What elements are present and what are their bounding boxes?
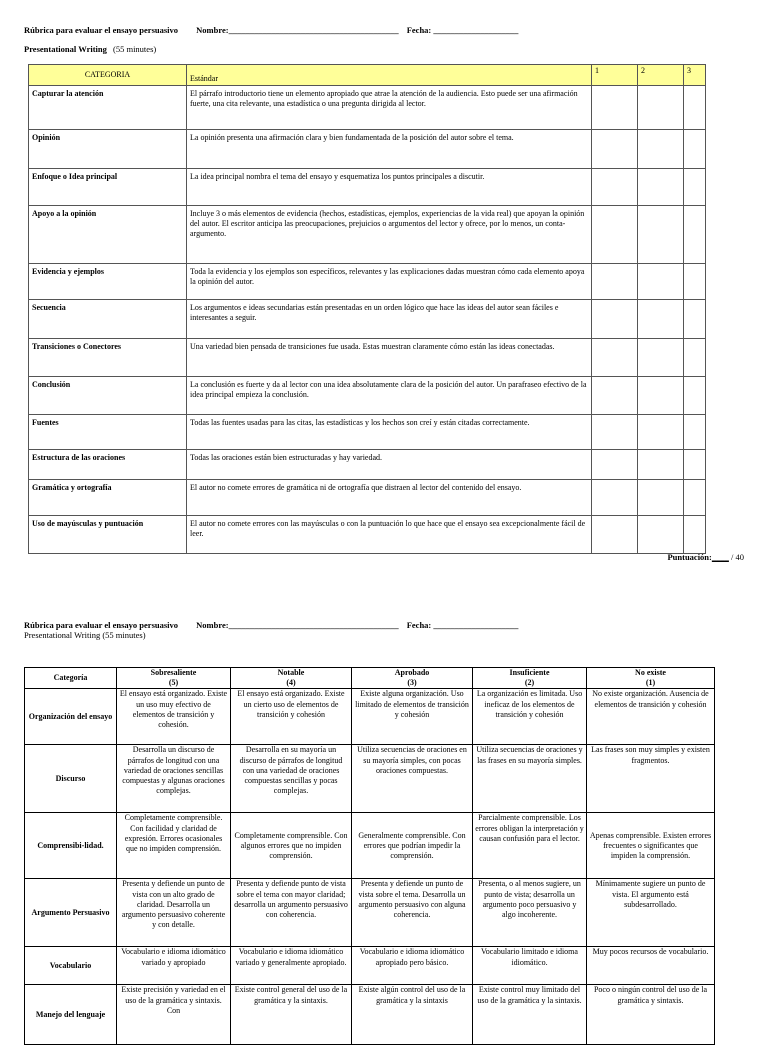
rubric-cell: Desarrolla un discurso de párrafos de longitud con una variedad de oraciones sencillas compuestas y algunas oraciones complejas. bbox=[117, 745, 231, 813]
rubric-cell: Existe algún control del uso de la gramática y la sintaxis bbox=[352, 985, 473, 1045]
rubric-cell: Vocabulario e idioma idiomático apropiado pero básico. bbox=[352, 947, 473, 985]
score-total: / 40 bbox=[728, 552, 744, 562]
rubric-cell: El ensayo está organizado. Existe un uso muy efectivo de elementos de transición y cohesión. bbox=[117, 689, 231, 745]
score-cell[interactable] bbox=[638, 300, 684, 339]
rubric-cell: Utiliza secuencias de oraciones en su mayoría simples, con pocas oraciones compuestas. bbox=[352, 745, 473, 813]
table-row bbox=[25, 947, 715, 985]
table-row bbox=[29, 300, 706, 339]
table-row bbox=[29, 377, 706, 415]
table-row bbox=[25, 985, 715, 1045]
score-cell[interactable] bbox=[684, 516, 706, 554]
table-row bbox=[25, 813, 715, 879]
table-header-row bbox=[29, 65, 706, 86]
score-cell[interactable] bbox=[638, 169, 684, 206]
header-cell: Categoría bbox=[25, 668, 117, 689]
subtitle-duration: (55 minutes) bbox=[113, 44, 157, 54]
score-cell[interactable] bbox=[592, 206, 638, 264]
score-cell[interactable] bbox=[684, 377, 706, 415]
row-standard: Incluye 3 o más elementos de evidencia (hechos, estadísticas, ejemplos, experiencias de la vida real) que apoyan la opinión del autor. El escritor anticipa las preocupaciones, prejuicios o argumentos del lector y ofrece, por lo menos, un conta-argumento. bbox=[187, 206, 592, 264]
score-cell[interactable] bbox=[638, 377, 684, 415]
rubric-cell: Desarrolla en su mayoría un discurso de párrafos de longitud con una variedad de oraciones compuestas sencillas y pocas complejas. bbox=[231, 745, 352, 813]
row-category: Manejo del lenguaje bbox=[25, 985, 117, 1045]
score-cell[interactable] bbox=[684, 480, 706, 516]
table-row bbox=[25, 745, 715, 813]
score-cell[interactable] bbox=[592, 480, 638, 516]
rubric-cell: Poco o ningún control del uso de la gramática y sintaxis. bbox=[587, 985, 715, 1045]
score-cell[interactable] bbox=[638, 264, 684, 300]
score-cell[interactable] bbox=[684, 206, 706, 264]
score-cell[interactable] bbox=[638, 415, 684, 450]
score-cell[interactable] bbox=[684, 169, 706, 206]
table-row bbox=[29, 206, 706, 264]
score-cell[interactable] bbox=[684, 300, 706, 339]
row-category: Fuentes bbox=[29, 415, 187, 450]
rubric-cell: Existe control general del uso de la gramática y la sintaxis. bbox=[231, 985, 352, 1045]
rubric-title: Rúbrica para evaluar el ensayo persuasivo bbox=[24, 25, 179, 35]
rubric-cell: Apenas comprensible. Existen errores frecuentes o significantes que impiden la comprensión. bbox=[587, 813, 715, 879]
table-row bbox=[29, 480, 706, 516]
row-standard: La opinión presenta una afirmación clara y bien fundamentada de la posición del autor sobre el tema. bbox=[187, 130, 592, 169]
header-score-1: 1 bbox=[592, 65, 638, 86]
row-category: Apoyo a la opinión bbox=[29, 206, 187, 264]
rubric-cell: Mínimamente sugiere un punto de vista. El argumento está subdesarrollado. bbox=[587, 879, 715, 947]
header-cell: Notable (4) bbox=[231, 668, 352, 689]
score-cell[interactable] bbox=[684, 264, 706, 300]
table-row bbox=[29, 415, 706, 450]
table-row bbox=[29, 169, 706, 206]
row-category: Evidencia y ejemplos bbox=[29, 264, 187, 300]
score-cell[interactable] bbox=[684, 415, 706, 450]
table-row bbox=[25, 879, 715, 947]
rubric-cell: Existe control muy limitado del uso de la gramática y la sintaxis. bbox=[473, 985, 587, 1045]
row-standard: Los argumentos e ideas secundarias están presentadas en un orden lógico que hace las ideas del autor sean fáciles e interesantes a seguir. bbox=[187, 300, 592, 339]
rubric-cell: Vocabulario e idioma idiomático variado y apropiado bbox=[117, 947, 231, 985]
header-cell: Sobresaliente (5) bbox=[117, 668, 231, 689]
rubric-cell: Presenta y defiende un punto de vista con un alto grado de claridad. Desarrolla un argumento persuasivo coherente y con detalle. bbox=[117, 879, 231, 947]
table-row bbox=[29, 516, 706, 554]
row-category: Comprensibi-lidad. bbox=[25, 813, 117, 879]
rubric-cell: Muy pocos recursos de vocabulario. bbox=[587, 947, 715, 985]
table-header-row bbox=[25, 668, 715, 689]
rubric-cell: Existe precisión y variedad en el uso de la gramática y sintaxis. Con bbox=[117, 985, 231, 1045]
row-standard: El autor no comete errores con las mayúsculas o con la puntuación lo que hace que el ensayo sea excepcionalmente fácil de leer. bbox=[187, 516, 592, 554]
row-category: Gramática y ortografía bbox=[29, 480, 187, 516]
levels-rubric-table bbox=[24, 667, 715, 1045]
score-cell[interactable] bbox=[592, 264, 638, 300]
rubric-header-2 bbox=[24, 620, 518, 630]
table-row bbox=[29, 339, 706, 377]
row-category: Enfoque o Idea principal bbox=[29, 169, 187, 206]
score-cell[interactable] bbox=[684, 86, 706, 130]
table-row bbox=[29, 130, 706, 169]
row-category: Vocabulario bbox=[25, 947, 117, 985]
score-label: Puntuación: bbox=[667, 552, 712, 562]
rubric-cell: Existe alguna organización. Uso limitado de elementos de transición y cohesión bbox=[352, 689, 473, 745]
row-category: Uso de mayúsculas y puntuación bbox=[29, 516, 187, 554]
row-standard: Todas las oraciones están bien estructuradas y hay variedad. bbox=[187, 450, 592, 480]
score-cell[interactable] bbox=[592, 130, 638, 169]
header-category: CATEGORIA bbox=[29, 65, 187, 86]
row-standard: La idea principal nombra el tema del ensayo y esquematiza los puntos principales a discutir. bbox=[187, 169, 592, 206]
rubric-cell: Parcialmente comprensible. Los errores obligan la interpretación y causan confusión para el lector. bbox=[473, 813, 587, 879]
rubric-cell: Generalmente comprensible. Con errores que podrían impedir la comprensión. bbox=[352, 813, 473, 879]
row-category: Discurso bbox=[25, 745, 117, 813]
rubric-cell: Presenta y defiende punto de vista sobre el tema con mayor claridad; desarrolla un argumento persuasivo con coherencia. bbox=[231, 879, 352, 947]
date-field-label: Fecha: ____________________ bbox=[406, 620, 519, 630]
header-cell: Insuficiente (2) bbox=[473, 668, 587, 689]
score-cell[interactable] bbox=[684, 339, 706, 377]
score-cell[interactable] bbox=[638, 206, 684, 264]
table-row bbox=[29, 264, 706, 300]
score-cell[interactable] bbox=[638, 130, 684, 169]
score-cell[interactable] bbox=[684, 130, 706, 169]
rubric-subtitle-2: Presentational Writing (55 minutes) bbox=[24, 630, 146, 640]
header-score-2: 2 bbox=[638, 65, 684, 86]
rubric-cell: Completamente comprensible. Con algunos errores que no impiden comprensión. bbox=[231, 813, 352, 879]
score-cell[interactable] bbox=[592, 415, 638, 450]
row-standard: El autor no comete errores de gramática ni de ortografía que distraen al lector del contenido del ensayo. bbox=[187, 480, 592, 516]
total-score bbox=[667, 552, 744, 562]
rubric-cell: Utiliza secuencias de oraciones y las frases en su mayoría simples. bbox=[473, 745, 587, 813]
score-cell[interactable] bbox=[638, 516, 684, 554]
subtitle-bold: Presentational Writing bbox=[24, 44, 107, 54]
header-standard: Estándar bbox=[187, 65, 592, 86]
row-standard: La conclusión es fuerte y da al lector con una idea absolutamente clara de la posición del autor. Un parafraseo efectivo de la idea principal empieza la conclusión. bbox=[187, 377, 592, 415]
row-category: Conclusión bbox=[29, 377, 187, 415]
score-cell[interactable] bbox=[638, 450, 684, 480]
row-standard: El párrafo introductorio tiene un elemento apropiado que atrae la atención de la audiencia. Esto puede ser una afirmación fuerte, una cita relevante, una estadística o una pregunta dirigida al lector. bbox=[187, 86, 592, 130]
rubric-header-1 bbox=[24, 25, 518, 35]
rubric-subtitle-1 bbox=[24, 44, 156, 54]
rubric-cell: Presenta, o al menos sugiere, un punto de vista; desarrolla un argumento poco persuasivo y algo incoherente. bbox=[473, 879, 587, 947]
row-category: Capturar la atención bbox=[29, 86, 187, 130]
header-score-3: 3 bbox=[684, 65, 706, 86]
table-row bbox=[29, 450, 706, 480]
rubric-cell: La organización es limitada. Uso ineficaz de los elementos de transición y cohesión bbox=[473, 689, 587, 745]
header-cell: No existe (1) bbox=[587, 668, 715, 689]
rubric-cell: Vocabulario e idioma idiomático variado y generalmente apropiado. bbox=[231, 947, 352, 985]
score-cell[interactable] bbox=[592, 169, 638, 206]
score-cell[interactable] bbox=[592, 516, 638, 554]
rubric-cell: Las frases son muy simples y existen fragmentos. bbox=[587, 745, 715, 813]
rubric-cell: No existe organización. Ausencia de elementos de transición y cohesión bbox=[587, 689, 715, 745]
name-field-label: Nombre:________________________________________ bbox=[196, 25, 399, 35]
standards-rubric-table bbox=[28, 64, 706, 554]
date-field-label: Fecha: ____________________ bbox=[406, 25, 519, 35]
header-cell: Aprobado (3) bbox=[352, 668, 473, 689]
rubric-cell: Presenta y defiende un punto de vista sobre el tema. Desarrolla un argumento persuasivo con alguna coherencia. bbox=[352, 879, 473, 947]
row-category: Secuencia bbox=[29, 300, 187, 339]
score-cell[interactable] bbox=[638, 480, 684, 516]
score-cell[interactable] bbox=[592, 377, 638, 415]
score-cell[interactable] bbox=[684, 450, 706, 480]
row-category: Argumento Persuasivo bbox=[25, 879, 117, 947]
score-cell[interactable] bbox=[592, 86, 638, 130]
rubric-cell: Completamente comprensible. Con facilidad y claridad de expresión. Errores ocasionales que no impiden comprensión. bbox=[117, 813, 231, 879]
score-cell[interactable] bbox=[592, 450, 638, 480]
row-standard: Una variedad bien pensada de transiciones fue usada. Estas muestran claramente cómo están las ideas conectadas. bbox=[187, 339, 592, 377]
row-category: Transiciones o Conectores bbox=[29, 339, 187, 377]
row-category: Opinión bbox=[29, 130, 187, 169]
score-cell[interactable] bbox=[638, 339, 684, 377]
rubric-title: Rúbrica para evaluar el ensayo persuasivo bbox=[24, 620, 179, 630]
rubric-cell: El ensayo está organizado. Existe un cierto uso de elementos de transición y cohesión bbox=[231, 689, 352, 745]
row-category: Estructura de las oraciones bbox=[29, 450, 187, 480]
score-cell[interactable] bbox=[638, 86, 684, 130]
row-standard: Toda la evidencia y los ejemplos son específicos, relevantes y las explicaciones dadas muestran cómo cada elemento apoya la opinión del autor. bbox=[187, 264, 592, 300]
rubric-cell: Vocabulario limitado e idioma idiomático. bbox=[473, 947, 587, 985]
table-row bbox=[29, 86, 706, 130]
row-category: Organización del ensayo bbox=[25, 689, 117, 745]
score-cell[interactable] bbox=[592, 300, 638, 339]
score-cell[interactable] bbox=[592, 339, 638, 377]
score-blank[interactable]: ____ bbox=[711, 552, 729, 562]
row-standard: Todas las fuentes usadas para las citas, las estadísticas y los hechos son creí y están citadas correctamente. bbox=[187, 415, 592, 450]
name-field-label: Nombre:________________________________________ bbox=[196, 620, 399, 630]
table-row bbox=[25, 689, 715, 745]
